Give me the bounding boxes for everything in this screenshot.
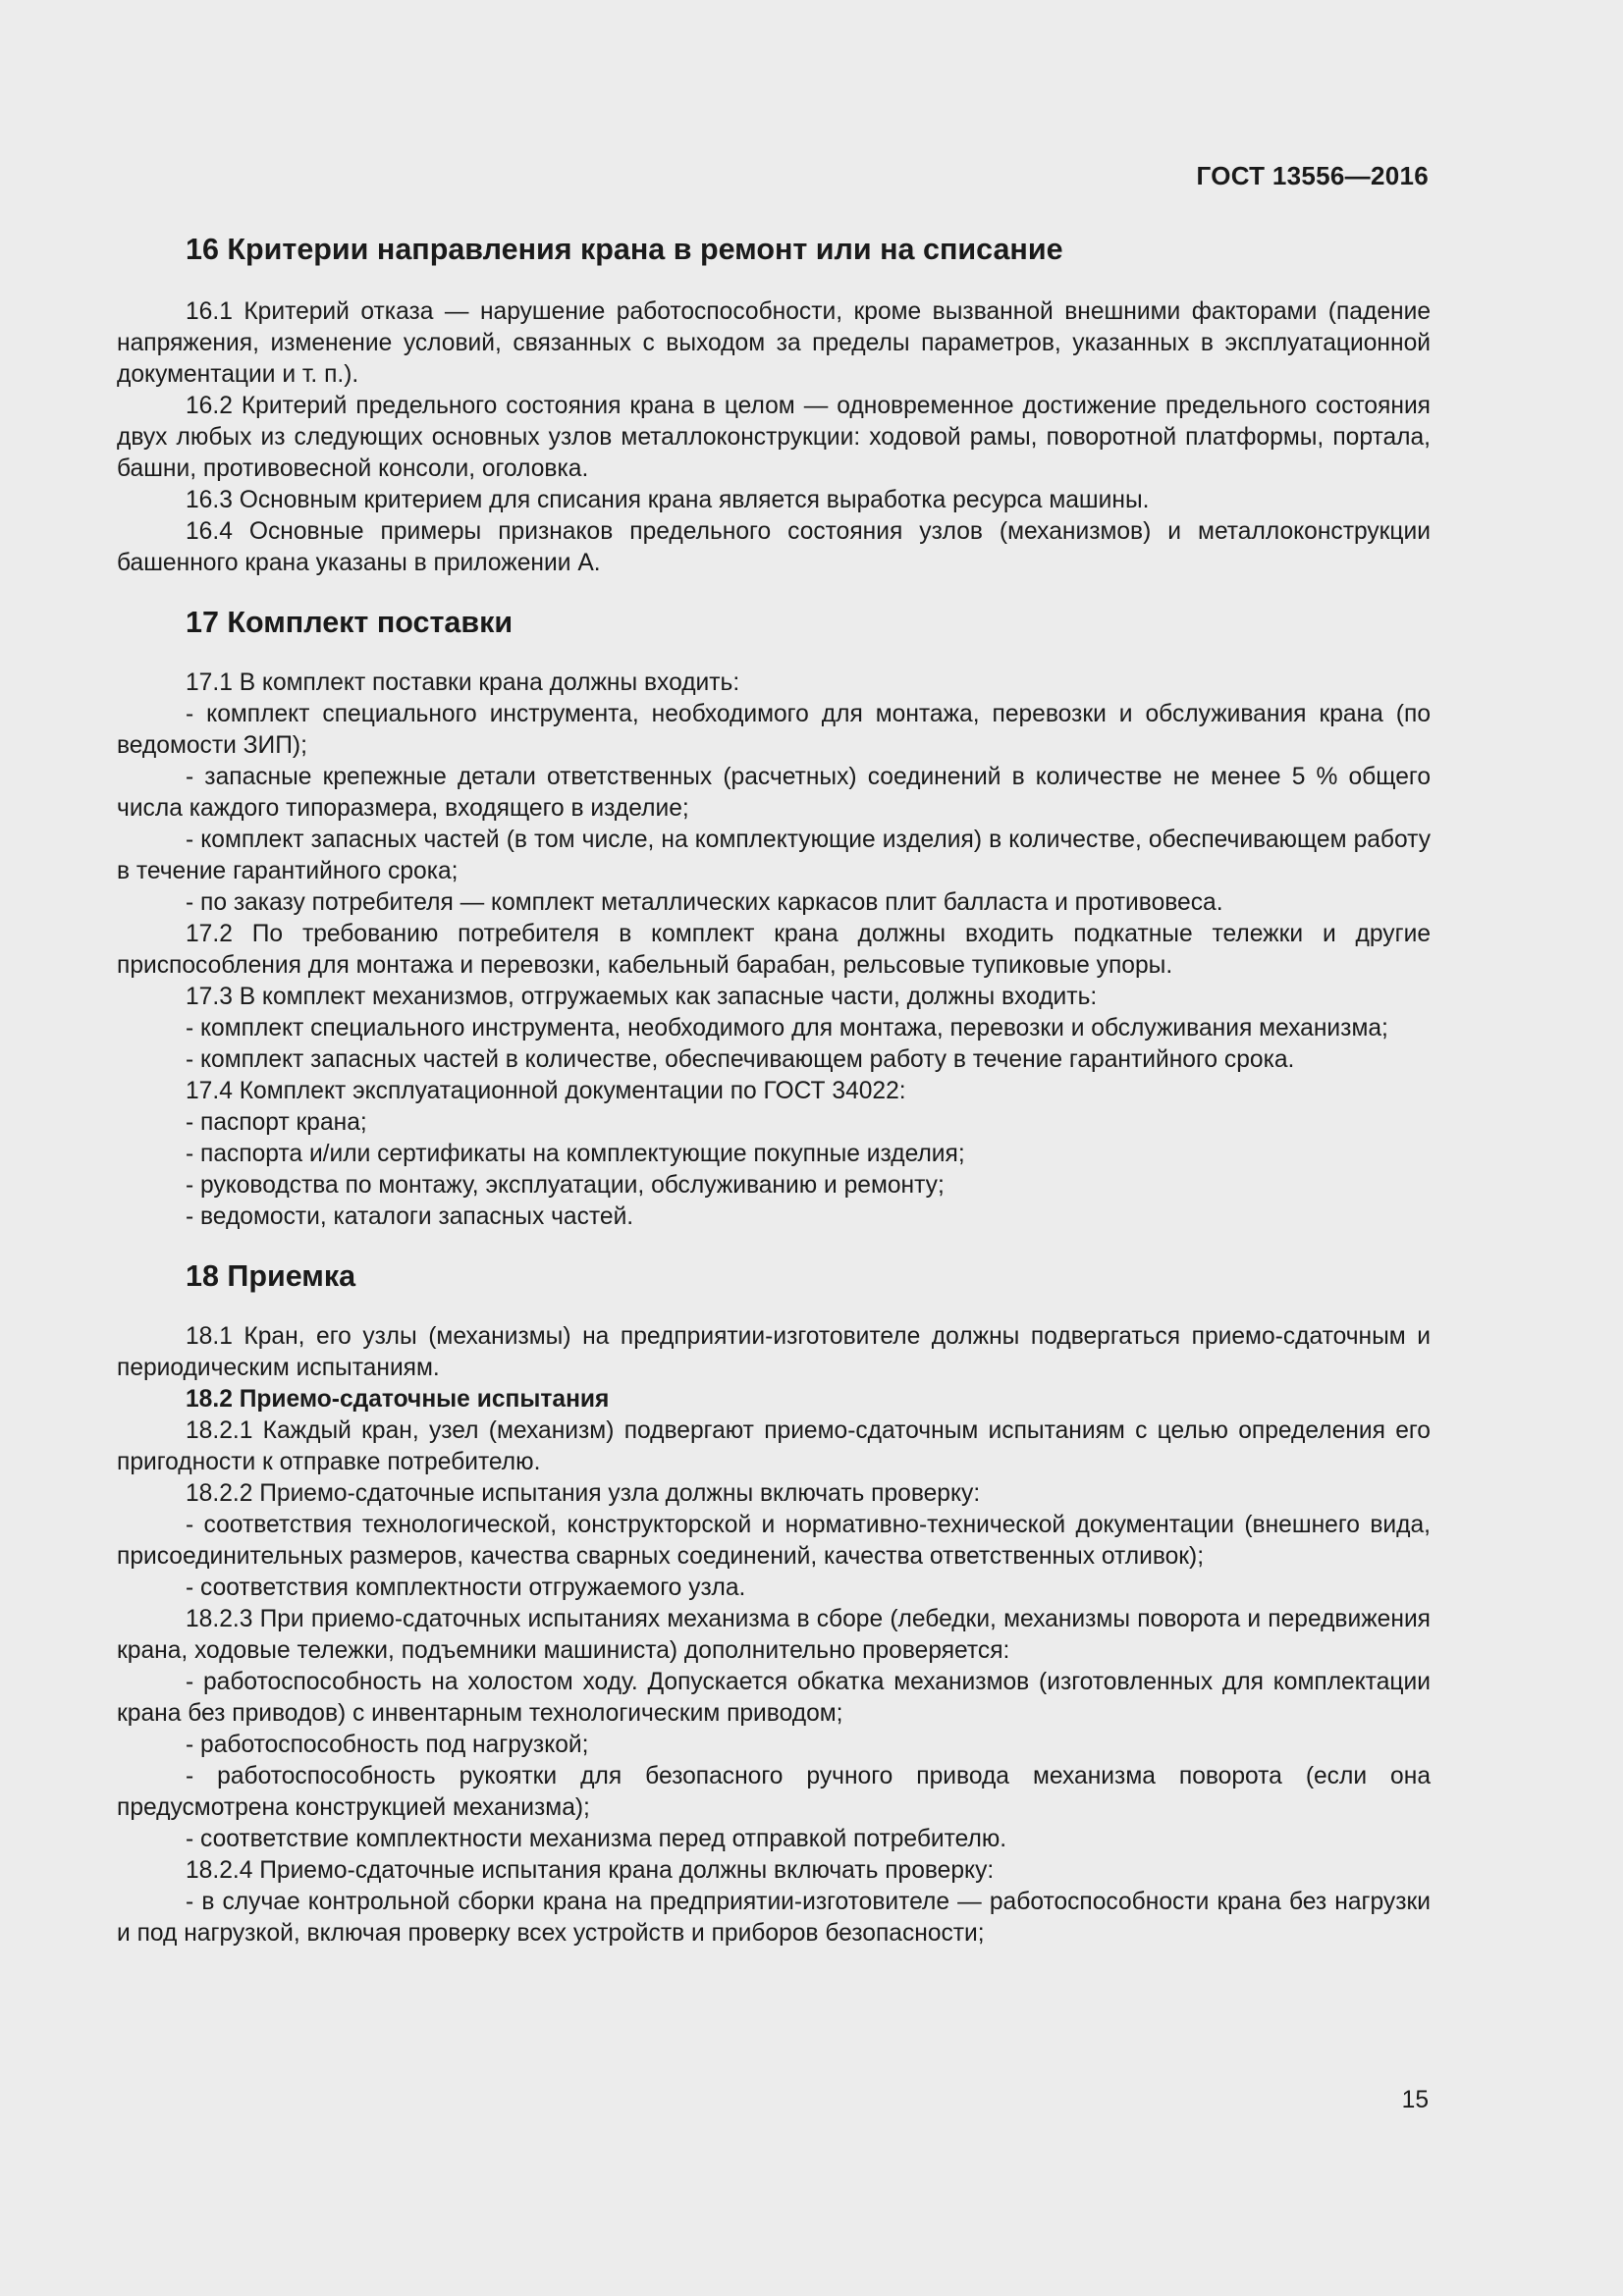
- list-item: - работоспособность под нагрузкой;: [186, 1732, 589, 1758]
- section-16-title: 16 Критерии направления крана в ремонт или на списание: [186, 233, 1063, 266]
- list-item: - соответствие комплектности механизма перед отправкой потребителю.: [186, 1826, 1007, 1852]
- page-number: 15: [1401, 2087, 1429, 2113]
- paragraph-18-1: 18.1 Кран, его узлы (механизмы) на предприятии-изготовителе должны подвергаться приемо-сдаточным и периодическим испытаниям.: [117, 1323, 1431, 1381]
- page-content: [117, 228, 1431, 1949]
- list-item: - руководства по монтажу, эксплуатации, обслуживанию и ремонту;: [186, 1172, 945, 1199]
- list-item: - по заказу потребителя — комплект металлических каркасов плит балласта и противовеса.: [186, 889, 1223, 916]
- paragraph-17-1: 17.1 В комплект поставки крана должны входить:: [186, 669, 740, 696]
- list-item: - в случае контрольной сборки крана на предприятии-изготовителе — работоспособности крана без нагрузки и под нагрузкой, включая проверку всех устройств и приборов безопасности;: [117, 1889, 1431, 1947]
- paragraph-18-2-4: 18.2.4 Приемо-сдаточные испытания крана должны включать проверку:: [186, 1857, 995, 1884]
- list-item: - комплект запасных частей (в том числе, на комплектующие изделия) в количестве, обеспечивающем работу в течение гарантийного срока;: [117, 827, 1431, 884]
- list-item: - комплект запасных частей в количестве, обеспечивающем работу в течение гарантийного срока.: [186, 1046, 1295, 1073]
- list-item: - паспорт крана;: [186, 1109, 367, 1136]
- paragraph-16-3: 16.3 Основным критерием для списания крана является выработка ресурса машины.: [186, 487, 1150, 513]
- list-item: - работоспособность на холостом ходу. Допускается обкатка механизмов (изготовленных для комплектации крана без приводов) с инвентарным технологическим приводом;: [117, 1669, 1431, 1727]
- paragraph-17-2: 17.2 По требованию потребителя в комплект крана должны входить подкатные тележки и другие приспособления для монтажа и перевозки, кабельный барабан, рельсовые тупиковые упоры.: [117, 921, 1431, 979]
- list-item: - комплект специального инструмента, необходимого для монтажа, перевозки и обслуживания механизма;: [186, 1015, 1388, 1041]
- paragraph-16-4: 16.4 Основные примеры признаков предельного состояния узлов (механизмов) и металлоконструкции башенного крана указаны в приложении А.: [117, 518, 1431, 576]
- paragraph-17-4: 17.4 Комплект эксплуатационной документации по ГОСТ 34022:: [186, 1078, 906, 1104]
- paragraph-16-2: 16.2 Критерий предельного состояния крана в целом — одновременное достижение предельного состояния двух любых из следующих основных узлов металлоконструкции: ходовой рамы, поворотной платформы, портала, башни, противовесной консоли, оголовка.: [117, 393, 1431, 482]
- paragraph-16-1: 16.1 Критерий отказа — нарушение работоспособности, кроме вызванной внешними факторами (падение напряжения, изменение условий, связанных с выходом за пределы параметров, указанных в эксплуатационной документации и т. п.).: [117, 298, 1431, 388]
- paragraph-17-3: 17.3 В комплект механизмов, отгружаемых как запасные части, должны входить:: [186, 984, 1098, 1010]
- paragraph-18-2-2: 18.2.2 Приемо-сдаточные испытания узла должны включать проверку:: [186, 1480, 981, 1507]
- paragraph-18-2-1: 18.2.1 Каждый кран, узел (механизм) подвергают приемо-сдаточным испытаниям с целью определения его пригодности к отправке потребителю.: [117, 1417, 1431, 1475]
- list-item: - паспорта и/или сертификаты на комплектующие покупные изделия;: [186, 1141, 965, 1167]
- standard-code: ГОСТ 13556—2016: [1196, 161, 1429, 190]
- paragraph-18-2-3: 18.2.3 При приемо-сдаточных испытаниях механизма в сборе (лебедки, механизмы поворота и передвижения крана, ходовые тележки, подъемники машиниста) дополнительно проверяется:: [117, 1606, 1431, 1664]
- list-item: - работоспособность рукоятки для безопасного ручного привода механизма поворота (если она предусмотрена конструкцией механизма);: [117, 1763, 1431, 1821]
- section-17-title: 17 Комплект поставки: [186, 606, 514, 639]
- list-item: - соответствия комплектности отгружаемого узла.: [186, 1575, 746, 1601]
- section-18-title: 18 Приемка: [186, 1259, 356, 1293]
- list-item: - комплект специального инструмента, необходимого для монтажа, перевозки и обслуживания крана (по ведомости ЗИП);: [117, 701, 1431, 759]
- subsection-18-2-title: 18.2 Приемо-сдаточные испытания: [186, 1386, 610, 1413]
- list-item: - соответствия технологической, конструкторской и нормативно-технической документации (внешнего вида, присоединительных размеров, качества сварных соединений, качества ответственных отливок);: [117, 1512, 1431, 1570]
- list-item: - ведомости, каталоги запасных частей.: [186, 1203, 634, 1230]
- list-item: - запасные крепежные детали ответственных (расчетных) соединений в количестве не менее 5 % общего числа каждого типоразмера, входящего в изделие;: [117, 764, 1431, 822]
